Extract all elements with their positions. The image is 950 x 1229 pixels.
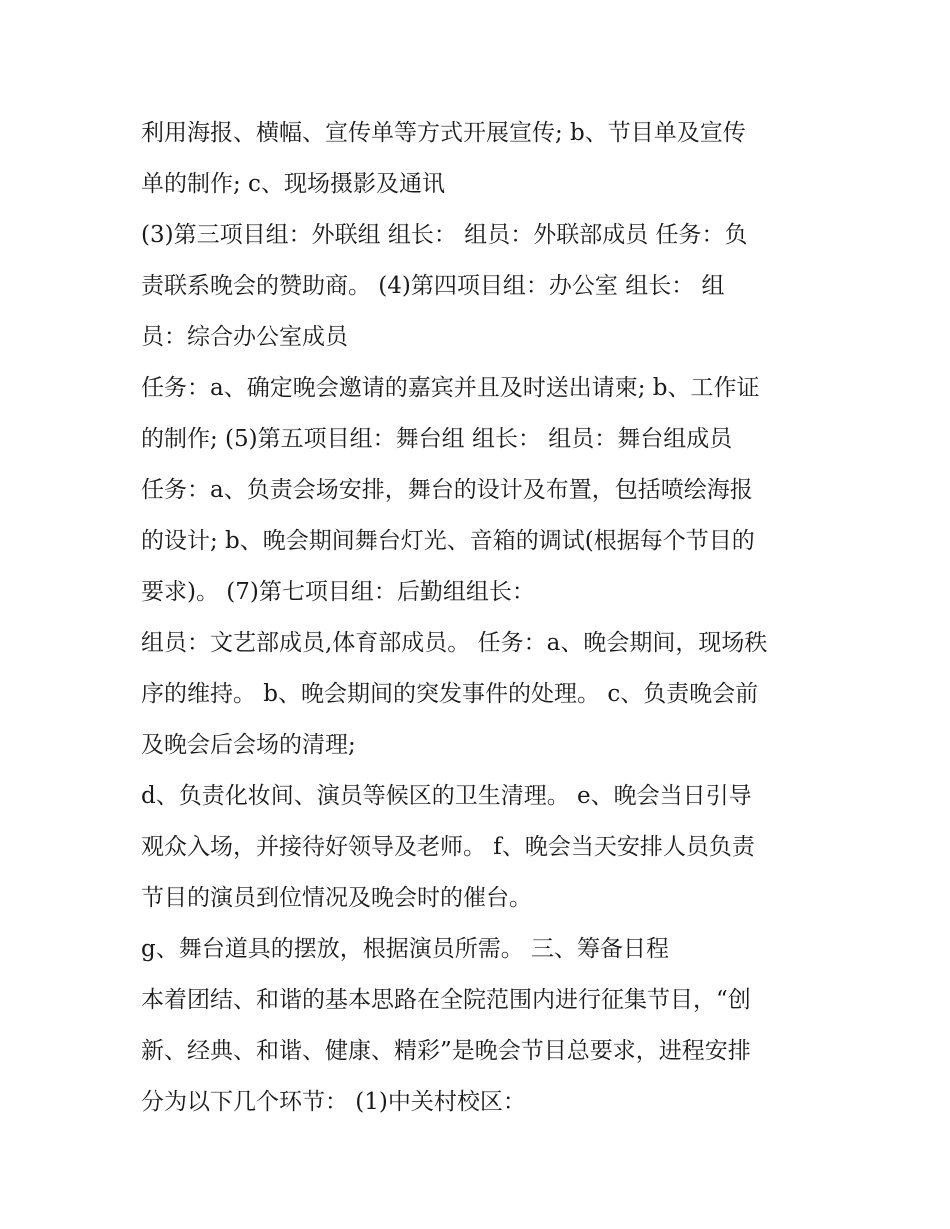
- text-line: 节目的演员到位情况及晚会时的催台。: [141, 885, 532, 911]
- text-line: 本着团结、和谐的基本思路在全院范围内进行征集节目，“创: [141, 987, 751, 1013]
- text-line: (3)第三项目组：外联组 组长： 组员：外联部成员 任务：负: [141, 222, 748, 248]
- text-line: 的设计; b、晚会期间舞台灯光、音箱的调试(根据每个节目的: [141, 528, 755, 554]
- text-line: 利用海报、横幅、宣传单等方式开展宣传; b、节目单及宣传: [141, 120, 746, 146]
- text-line: 组员：文艺部成员,体育部成员。 任务：a、晚会期间，现场秩: [141, 630, 768, 656]
- text-line: 分为以下几个环节： (1)中关村校区：: [141, 1089, 526, 1115]
- text-line: 新、经典、和谐、健康、精彩”是晚会节目总要求，进程安排: [141, 1038, 751, 1064]
- text-line: 任务：a、确定晚会邀请的嘉宾并且及时送出请柬; b、工作证: [141, 375, 760, 401]
- text-line: 任务：a、负责会场安排，舞台的设计及布置，包括喷绘海报: [141, 477, 753, 503]
- text-line: 观众入场，并接待好领导及老师。 f、晚会当天安排人员负责: [141, 834, 755, 860]
- text-line: 员：综合办公室成员: [141, 324, 348, 350]
- text-line: 单的制作; c、现场摄影及通讯: [141, 171, 445, 197]
- text-line: d、负责化妆间、演员等候区的卫生清理。 e、晚会当日引导: [141, 783, 752, 809]
- text-line: 的制作; (5)第五项目组：舞台组 组长： 组员：舞台组成员: [141, 426, 733, 452]
- text-line: 序的维持。 b、晚会期间的突发事件的处理。 c、负责晚会前: [141, 681, 759, 707]
- body-text: [141, 108, 841, 1128]
- text-line: g、舞台道具的摆放，根据演员所需。 三、筹备日程: [141, 936, 670, 962]
- text-line: 责联系晚会的赞助商。 (4)第四项目组：办公室 组长： 组: [141, 273, 725, 299]
- text-line: 要求)。 (7)第七项目组：后勤组组长：: [141, 579, 535, 605]
- text-line: 及晚会后会场的清理;: [141, 732, 356, 758]
